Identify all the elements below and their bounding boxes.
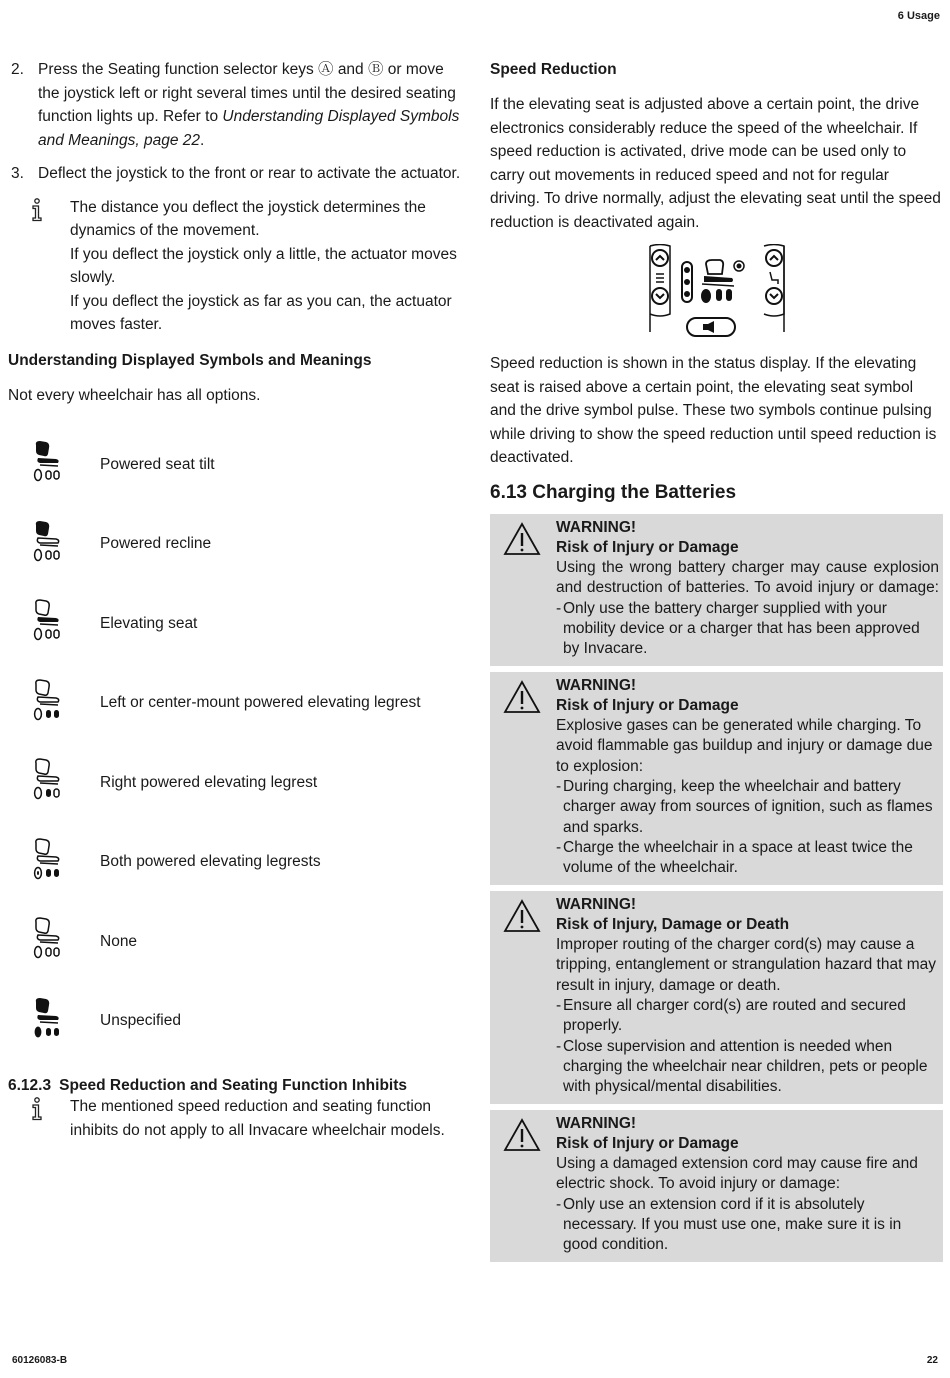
warning-text: Using a damaged extension cord may cause fire and electric shock. To avoid injury or damage:	[556, 1155, 918, 1193]
warning-triangle-icon	[490, 676, 556, 879]
warning-box	[490, 672, 943, 885]
note-line: The mentioned speed reduction and seating function inhibits do not apply to all Invacare wheelchair models.	[70, 1098, 445, 1139]
symbols-intro: Not every wheelchair has all options.	[8, 386, 261, 404]
step-list	[8, 58, 468, 186]
symbol-row	[8, 584, 468, 664]
note-line: If you deflect the joystick only a little, the actuator moves slowly.	[70, 245, 457, 286]
info-icon	[8, 1095, 70, 1142]
warning-text: Using the wrong battery charger may cause explosion and destruction of batteries. To avoid injury or damage:	[556, 559, 939, 597]
step-item	[8, 58, 468, 152]
both-legrests-icon	[8, 837, 100, 888]
symbol-label: Both powered elevating legrests	[100, 853, 321, 871]
footer-page-number: 22	[926, 1355, 938, 1366]
warning-label: WARNING!	[556, 895, 637, 913]
symbol-row	[8, 505, 468, 585]
info-note	[8, 196, 468, 337]
symbol-row	[8, 664, 468, 744]
symbol-row	[8, 743, 468, 823]
info-note	[8, 1095, 468, 1142]
symbol-label: Right powered elevating legrest	[100, 773, 318, 791]
symbols-heading: Understanding Displayed Symbols and Meanings	[8, 351, 372, 369]
none-icon	[8, 916, 100, 967]
warning-text: Explosive gases can be generated while charging. To avoid flammable gas buildup and injury or damage due to explosion:	[556, 717, 933, 775]
warning-bullet: - Close supervision and attention is needed when charging the wheelchair near children, pets or people with physical/mental disabilities.	[556, 1037, 928, 1096]
unspecified-icon	[8, 996, 100, 1047]
note-line: If you deflect the joystick as far as you can, the actuator moves faster.	[70, 292, 452, 333]
warning-risk: Risk of Injury or Damage	[556, 696, 739, 714]
symbol-label: Elevating seat	[100, 614, 198, 632]
warning-text: Improper routing of the charger cord(s) may cause a tripping, entanglement or strangulation hazard that may result in injury, damage or death.	[556, 936, 936, 994]
warning-label: WARNING!	[556, 676, 637, 694]
symbol-label: Powered seat tilt	[100, 455, 215, 473]
warning-triangle-icon	[490, 1114, 556, 1256]
symbol-row	[8, 982, 468, 1062]
warning-bullet: - Charge the wheelchair in a space at least twice the volume of the wheelchair.	[556, 838, 913, 877]
section-title: 6.13 Charging the Batteries	[490, 481, 737, 503]
symbol-row	[8, 425, 468, 505]
warning-triangle-icon	[490, 895, 556, 1098]
header-section-label: 6 Usage	[897, 10, 940, 22]
step-text: Press the Seating function selector keys Ⓐ and Ⓑ or move the joystick left or right several times until the desired seating function lights up. Refer to Understanding Displayed Symbols and Meanings, page 22.	[38, 61, 460, 149]
subsection-number: 6.12.3	[8, 1077, 52, 1094]
info-icon	[8, 196, 70, 337]
step-text: Deflect the joystick to the front or rear to activate the actuator.	[38, 165, 461, 182]
symbol-label: Left or center-mount powered elevating legrest	[100, 694, 421, 712]
warning-bullet: - Ensure all charger cord(s) are routed and secured properly.	[556, 997, 906, 1035]
warning-triangle-icon	[490, 518, 556, 660]
recline-icon	[8, 519, 100, 570]
symbol-label: Unspecified	[100, 1012, 181, 1030]
warning-label: WARNING!	[556, 518, 637, 536]
warning-box	[490, 514, 943, 666]
warning-bullet: - Only use the battery charger supplied with your mobility device or a charger that has been approved by Invacare.	[556, 599, 920, 658]
step-number: 2.	[11, 61, 24, 78]
warning-risk: Risk of Injury, Damage or Death	[556, 915, 790, 933]
symbol-row	[8, 902, 468, 982]
seat-tilt-icon	[8, 439, 100, 490]
elevating-seat-icon	[8, 598, 100, 649]
symbol-label: None	[100, 932, 138, 950]
warning-risk: Risk of Injury or Damage	[556, 1134, 739, 1152]
footer-document-id: 60126083-B	[12, 1355, 68, 1366]
right-legrest-icon	[8, 757, 100, 808]
right-column	[490, 58, 943, 1268]
cross-reference-link[interactable]: Understanding Displayed Symbols and Meanings, page 22	[38, 108, 460, 149]
speed-reduction-heading: Speed Reduction	[490, 61, 617, 78]
subsection-title: Speed Reduction and Seating Function Inhibits	[59, 1077, 408, 1094]
warning-box	[490, 891, 943, 1104]
symbol-row	[8, 823, 468, 903]
step-number: 3.	[11, 165, 24, 182]
left-legrest-icon	[8, 678, 100, 729]
warning-risk: Risk of Injury or Damage	[556, 538, 739, 556]
symbol-label: Powered recline	[100, 535, 212, 553]
warning-bullet: - During charging, keep the wheelchair and battery charger away from sources of ignition, such as flames and sparks.	[556, 778, 933, 836]
symbol-list	[8, 425, 468, 1061]
warning-bullet: - Only use an extension cord if it is absolutely necessary. If you must use one, make sure it is in good condition.	[556, 1195, 902, 1254]
speed-reduction-paragraph: If the elevating seat is adjusted above a certain point, the drive electronics considerably reduce the speed of the wheelchair. If speed reduction is activated, drive mode can be used only to carry out movements in reduced speed and not for regular driving. To drive normally, adjust the elevating seat until the speed reduction is deactivated again.	[490, 96, 941, 231]
status-display-figure	[490, 244, 943, 340]
status-display-paragraph: Speed reduction is shown in the status display. If the elevating seat is raised above a certain point, the elevating seat symbol and the drive symbol pulse. These two symbols continue pulsing while driving to show the speed reduction until speed reduction is deactivated.	[490, 355, 937, 466]
warning-box	[490, 1110, 943, 1262]
step-item	[8, 162, 468, 186]
left-column	[8, 58, 468, 1142]
note-line: The distance you deflect the joystick determines the dynamics of the movement.	[70, 198, 426, 239]
subsection-heading	[8, 1077, 468, 1095]
warning-label: WARNING!	[556, 1114, 637, 1132]
